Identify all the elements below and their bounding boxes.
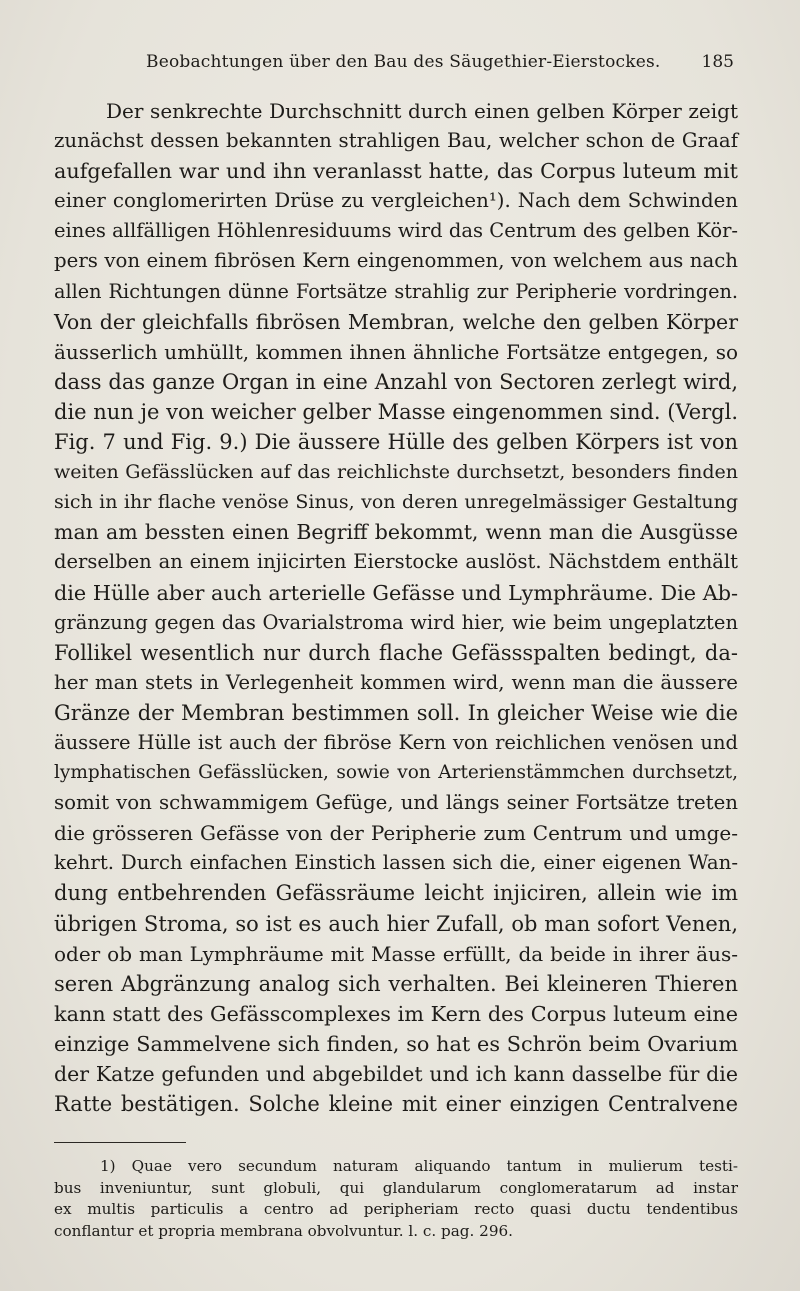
text-line: her man stets in Verlegenheit kommen wird, wenn man die äussere: [54, 670, 738, 694]
text-line: oder ob man Lymphräume mit Masse erfüllt, da beide in ihrer äus-: [54, 941, 738, 966]
footnote: [54, 1156, 738, 1242]
footnote-line: 1) Quae vero secundum naturam aliquando tantum in mulierum testi-: [100, 1157, 738, 1175]
text-line: Fig. 7 und Fig. 9.) Die äussere Hülle des gelben Körpers ist von: [54, 430, 738, 455]
body-paragraph: [54, 96, 738, 1119]
footnote-line: bus inveniuntur, sunt globuli, qui glandularum conglomeratarum ad instar: [54, 1178, 738, 1197]
text-line: Der senkrechte Durchschnitt durch einen gelben Körper zeigt: [106, 99, 738, 123]
text-line: Ratte bestätigen. Solche kleine mit einer einzigen Centralvene: [54, 1092, 738, 1117]
text-line: äusserlich umhüllt, kommen ihnen ähnliche Fortsätze entgegen, so: [54, 339, 738, 364]
text-line: seren Abgränzung analog sich verhalten. Bei kleineren Thieren: [54, 971, 738, 996]
text-line: dass das ganze Organ in eine Anzahl von Sectoren zerlegt wird,: [54, 369, 738, 394]
page-number: 185: [701, 52, 734, 72]
text-line: eines allfälligen Höhlenresiduums wird das Centrum des gelben Kör-: [54, 219, 738, 243]
text-line: die grösseren Gefässe von der Peripherie zum Centrum und umge-: [54, 821, 738, 846]
text-line: lymphatischen Gefässlücken, sowie von Arterienstämmchen durchsetzt,: [54, 762, 738, 784]
text-line: kehrt. Durch einfachen Einstich lassen sich die, einer eigenen Wan-: [54, 851, 738, 875]
text-line: Von der gleichfalls fibrösen Membran, welche den gelben Körper: [54, 309, 738, 334]
page-header: [54, 52, 738, 78]
footnote-separator: [54, 1142, 186, 1143]
text-line: kann statt des Gefässcomplexes im Kern des Corpus luteum eine: [54, 1001, 738, 1026]
text-line: dung entbehrenden Gefässräume leicht injiciren, allein wie im: [54, 881, 738, 906]
footnote-line: ex multis particulis a centro ad peripheriam recto quasi ductu tendentibus: [54, 1200, 738, 1218]
text-line: einzige Sammelvene sich finden, so hat es Schrön beim Ovarium: [54, 1031, 738, 1056]
footnote-line: conflantur et propria membrana obvolvuntur. l. c. pag. 296.: [54, 1221, 513, 1240]
text-line: gränzung gegen das Ovarialstroma wird hier, wie beim ungeplatzten: [54, 610, 738, 634]
text-line: der Katze gefunden und abgebildet und ich kann dasselbe für die: [54, 1062, 738, 1086]
text-line: man am bessten einen Begriff bekommt, wenn man die Ausgüsse: [54, 520, 738, 545]
text-line: pers von einem fibrösen Kern eingenommen, von welchem aus nach: [54, 249, 738, 273]
text-line: somit von schwammigem Gefüge, und längs seiner Fortsätze treten: [54, 791, 738, 815]
text-line: einer conglomerirten Drüse zu vergleichen¹). Nach dem Schwinden: [54, 189, 738, 213]
text-line: die Hülle aber auch arterielle Gefässe und Lymphräume. Die Ab-: [54, 580, 738, 605]
text-line: Gränze der Membran bestimmen soll. In gleicher Weise wie die: [54, 700, 738, 725]
text-line: äussere Hülle ist auch der fibröse Kern von reichlichen venösen und: [54, 730, 738, 754]
text-line: die nun je von weicher gelber Masse eingenommen sind. (Vergl.: [54, 399, 738, 424]
text-line: allen Richtungen dünne Fortsätze strahlig zur Peripherie vordringen.: [54, 279, 738, 303]
text-line: sich in ihr flache venöse Sinus, von deren unregelmässiger Gestaltung: [54, 491, 738, 514]
running-title: Beobachtungen über den Bau des Säugethier-Eierstockes.: [146, 52, 661, 72]
text-line: derselben an einem injicirten Eierstocke auslöst. Nächstdem enthält: [54, 550, 738, 574]
text-line: Follikel wesentlich nur durch flache Gefässspalten bedingt, da-: [54, 640, 738, 665]
text-line: zunächst dessen bekannten strahligen Bau, welcher schon de Graaf: [54, 129, 738, 153]
text-line: übrigen Stroma, so ist es auch hier Zufall, ob man sofort Venen,: [54, 911, 738, 936]
text-line: aufgefallen war und ihn veranlasst hatte, das Corpus luteum mit: [54, 159, 738, 184]
text-line: weiten Gefässlücken auf das reichlichste durchsetzt, besonders finden: [54, 461, 738, 484]
